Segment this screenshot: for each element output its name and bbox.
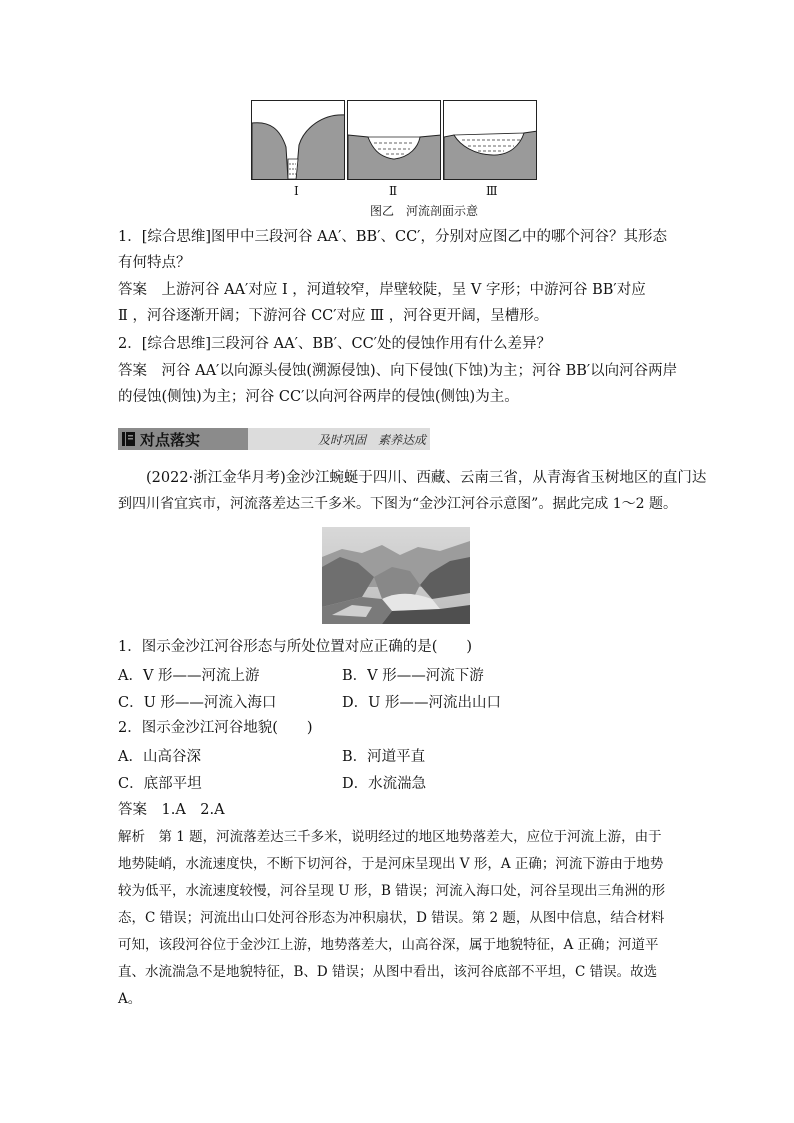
trough-valley-profile-icon [444,101,537,180]
v-valley-profile-icon [252,101,345,180]
answer-2-line-1: 答案 河谷 AA′以向源头侵蚀(溯源侵蚀)、向下侵蚀(下蚀)为主；河谷 BB′以向河谷两岸 [118,363,678,379]
mc-1-option-b: B．V 形——河流下游 [342,668,484,684]
diagram-label-1: Ⅰ [294,184,299,198]
analysis-line-7: A。 [118,991,142,1007]
question-1-line-1: 1．[综合思维]图甲中三段河谷 AA′、BB′、CC′，分别对应图乙中的哪个河谷？其形态 [118,229,667,245]
analysis-line-2: 地势陡峭，水流速度快，不断下切河谷，于是河床呈现出 V 形，A 正确；河流下游由于地势 [118,856,664,872]
section-header [118,428,430,450]
figure-caption: 图乙 河流剖面示意 [370,204,479,218]
mc-question-2: 2．图示金沙江河谷地貌( ) [118,720,313,736]
analysis-line-1: 解析 第 1 题，河流落差达三千多米，说明经过的地区地势落差大，应位于河流上游，由于 [118,829,662,845]
diagram-label-2: Ⅱ [389,184,398,198]
valley-diagram-2 [347,100,441,180]
u-valley-profile-icon [348,101,441,180]
mc-2-option-d: D．水流湍急 [342,776,427,792]
answer-1-line-2: Ⅱ ，河谷逐渐开阔；下游河谷 CC′对应 Ⅲ ，河谷更开阔，呈槽形。 [118,308,549,324]
answer-2-line-2: 的侵蚀(侧蚀)为主；河谷 CC′以向河谷两岸的侵蚀(侧蚀)为主。 [118,389,519,405]
answer-1-line-1: 答案 上游河谷 AA′对应 Ⅰ ，河道较窄，岸壁较陡，呈 V 字形；中游河谷 BB′对应 [118,282,646,298]
analysis-line-6: 直、水流湍急不是地貌特征，B、D 错误；从图中看出，该河谷底部不平坦，C 错误。故选 [118,964,658,980]
mc-2-option-a: A．山高谷深 [118,749,201,765]
intro-line-2: 到四川省宜宾市，河流落差达三千多米。下图为“金沙江河谷示意图”。据此完成 1～2 题。 [118,496,678,512]
intro-line-1: (2022·浙江金华月考)金沙江蜿蜒于四川、西藏、云南三省，从青海省玉树地区的直门达 [146,470,707,486]
answer-key: 答案 1.A 2.A [118,802,225,818]
mc-2-option-c: C．底部平坦 [118,776,202,792]
mc-1-option-d: D．U 形——河流出山口 [342,695,501,711]
book-icon [122,432,135,446]
jinsha-river-valley-photo [322,527,470,624]
mc-1-option-a: A．V 形——河流上游 [118,668,260,684]
section-title: 对点落实 [140,431,201,449]
question-1-line-2: 有何特点？ [118,255,191,271]
question-2: 2．[综合思维]三段河谷 AA′、BB′、CC′处的侵蚀作用有什么差异？ [118,336,551,352]
valley-diagram-1 [251,100,345,180]
analysis-line-3: 较为低平，水流速度较慢，河谷呈现 U 形，B 错误；河流入海口处，河谷呈现出三角洲的形 [118,883,666,899]
mc-question-1: 1．图示金沙江河谷形态与所处位置对应正确的是( ) [118,639,473,655]
mc-2-option-b: B．河道平直 [342,749,426,765]
valley-diagram-3 [443,100,537,180]
mc-1-option-c: C．U 形——河流入海口 [118,695,277,711]
section-subtitle: 及时巩固 素养达成 [317,433,426,447]
diagram-label-3: Ⅲ [486,184,498,198]
analysis-line-5: 可知，该段河谷位于金沙江上游，地势落差大，山高谷深，属于地貌特征，A 正确；河道平 [118,937,659,953]
analysis-line-4: 态，C 错误；河流出山口处河谷形态为冲积扇状，D 错误。第 2 题，从图中信息，结合材料 [118,910,665,926]
